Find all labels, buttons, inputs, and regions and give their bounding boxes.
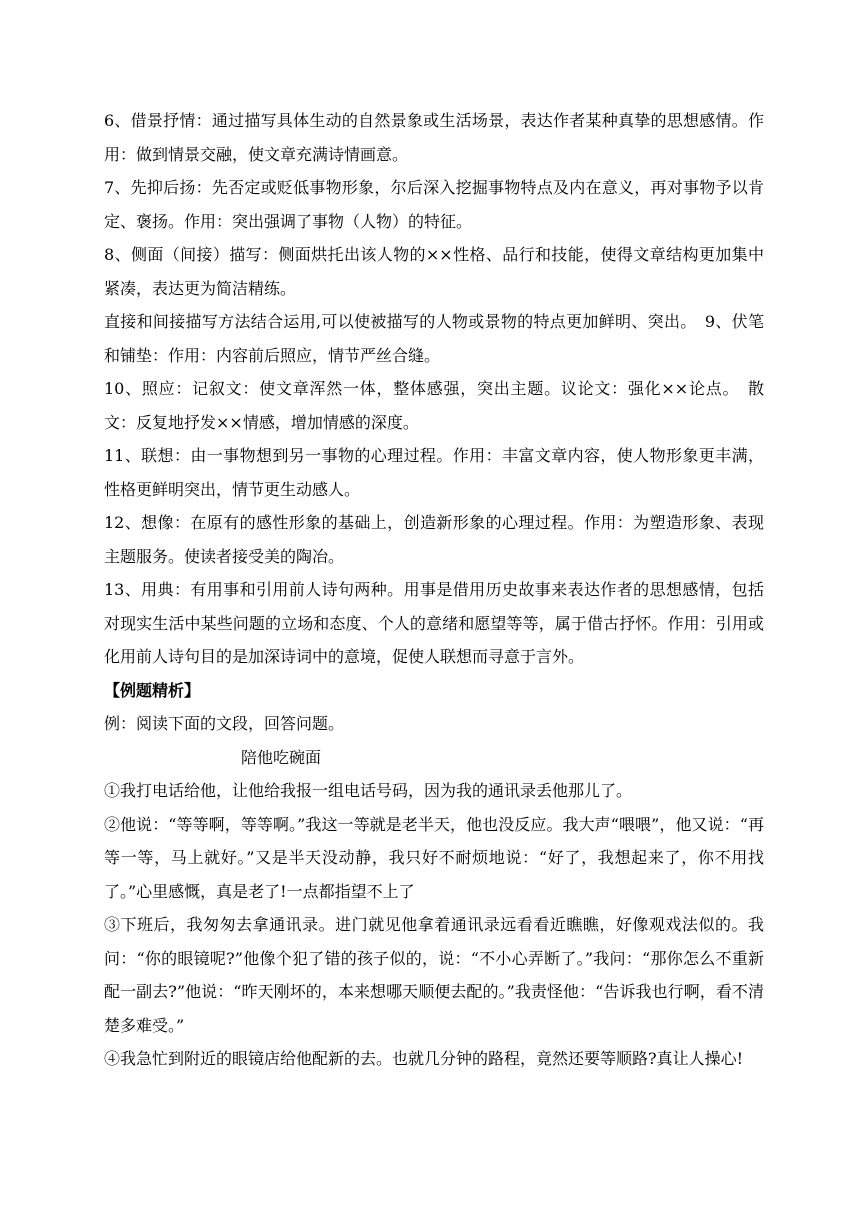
passage-paragraph-4: ④我急忙到附近的眼镜店给他配新的去。也就几分钟的路程，竟然还要等顺路?真让人操心! bbox=[104, 1049, 744, 1068]
paragraph-technique-7: 7、先抑后扬：先否定或贬低事物形象，尔后深入挖掘事物特点及内在意义，再对事物予以肯定、褒扬。作用：突出强调了事物（人物）的特征。 bbox=[104, 178, 764, 231]
paragraph-technique-10: 10、照应：记叙文：使文章浑然一体，整体感强，突出主题。议论文：强化××论点。 散文：反复地抒发××情感，增加情感的深度。 bbox=[104, 379, 764, 432]
paragraph-technique-13: 13、用典：有用事和引用前人诗句两种。用事是借用历史故事来表达作者的思想感情，包括对现实生活中某些问题的立场和态度、个人的意绪和愿望等等，属于借古抒怀。作用：引用或化用前人诗句目的是加深诗词中的意境，促使人联想而寻意于言外。 bbox=[104, 580, 764, 666]
paragraph-technique-9: 直接和间接描写方法结合运用,可以使被描写的人物或景物的特点更加鲜明、突出。 9、伏笔和铺垫：作用：内容前后照应，情节严丝合缝。 bbox=[104, 312, 764, 365]
paragraph-technique-12: 12、想像：在原有的感性形象的基础上，创造新形象的心理过程。作用：为塑造形象、表现主题服务。使读者接受美的陶冶。 bbox=[104, 513, 764, 566]
passage-paragraph-3: ③下班后，我匆匆去拿通讯录。进门就见他拿着通讯录远看看近瞧瞧，好像观戏法似的。我问：“你的眼镜呢?”他像个犯了错的孩子似的，说：“不小心弄断了。”我问：“那你怎么不重新配一副去?”他说：“昨天刚坏的，本来想哪天顺便去配的。”我责怪他：“告诉我也行啊，看不清楚多难受。” bbox=[104, 915, 764, 1035]
passage-paragraph-1: ①我打电话给他，让他给我报一组电话号码，因为我的通讯录丢他那儿了。 bbox=[104, 781, 633, 800]
paragraph-technique-11: 11、联想：由一事物想到另一事物的心理过程。作用：丰富文章内容，使人物形象更丰满，性格更鲜明突出，情节更生动感人。 bbox=[104, 446, 764, 499]
passage-paragraph-2: ②他说：“等等啊，等等啊。”我这一等就是老半天，他也没反应。我大声“喂喂”，他又说：“再等一等，马上就好。”又是半天没动静，我只好不耐烦地说：“好了，我想起来了，你不用找了。”心里感慨，真是老了!一点都指望不上了 bbox=[104, 814, 764, 901]
document-page bbox=[104, 104, 764, 1076]
paragraph-technique-8: 8、侧面（间接）描写：侧面烘托出该人物的××性格、品行和技能，使得文章结构更加集中紧凑，表达更为简洁精练。 bbox=[104, 245, 764, 298]
paragraph-technique-6: 6、借景抒情：通过描写具体生动的自然景象或生活场景，表达作者某种真挚的思想感情。作用：做到情景交融，使文章充满诗情画意。 bbox=[104, 111, 764, 164]
passage-title: 陪他吃碗面 bbox=[241, 747, 322, 767]
section-heading: 【例题精析】 bbox=[104, 680, 201, 700]
example-intro: 例：阅读下面的文段，回答问题。 bbox=[104, 714, 345, 733]
